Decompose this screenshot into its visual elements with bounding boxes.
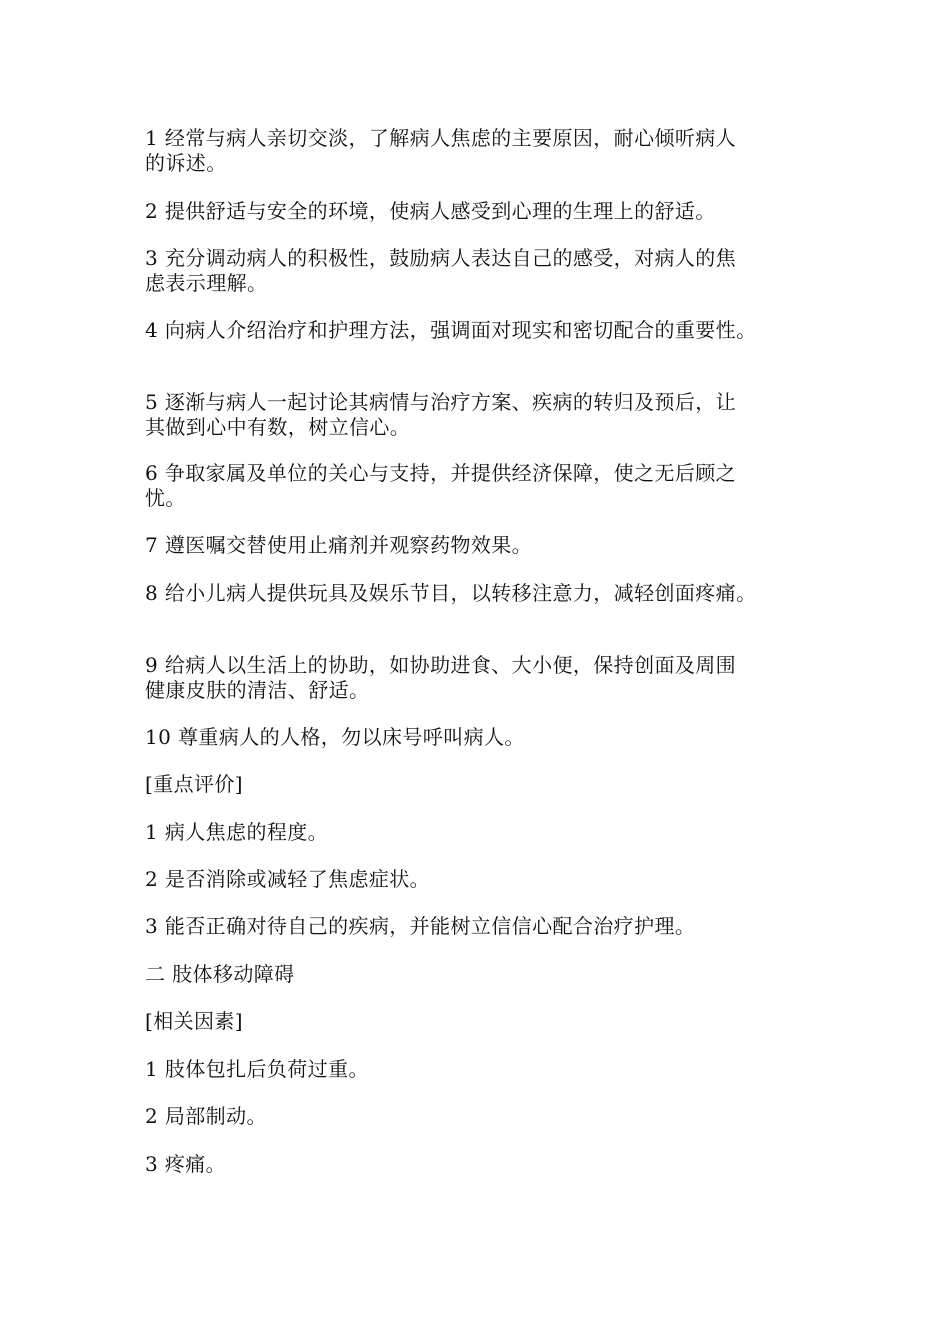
paragraph-5-line-1: 5 逐渐与病人一起讨论其病情与治疗方案、疾病的转归及预后，让 (145, 390, 737, 414)
paragraph-evaluation-2: 2 是否消除或减轻了焦虑症状。 (145, 867, 431, 891)
paragraph-3-line-2: 虑表示理解。 (145, 271, 268, 295)
paragraph-factor-2: 2 局部制动。 (145, 1104, 267, 1128)
paragraph-factor-3: 3 疼痛。 (145, 1152, 227, 1176)
paragraph-evaluation-1: 1 病人焦虑的程度。 (145, 820, 329, 844)
paragraph-2-line-1: 2 提供舒适与安全的环境，使病人感受到心理的生理上的舒适。 (145, 199, 716, 223)
paragraph-6-line-1: 6 争取家属及单位的关心与支持，并提供经济保障，使之无后顾之 (145, 461, 737, 485)
paragraph-6-line-2: 忧。 (145, 486, 186, 510)
paragraph-10-line-1: 10 尊重病人的人格，勿以床号呼叫病人。 (145, 725, 525, 749)
paragraph-8-line-1: 8 给小儿病人提供玩具及娱乐节目，以转移注意力，减轻创面疼痛。 (145, 581, 757, 605)
section-heading-mobility: 二 肢体移动障碍 (145, 962, 295, 986)
section-heading-related-factors: [相关因素] (145, 1009, 244, 1033)
paragraph-evaluation-3: 3 能否正确对待自己的疾病，并能树立信信心配合治疗护理。 (145, 914, 696, 938)
paragraph-1-line-2: 的诉述。 (145, 151, 227, 175)
section-heading-key-evaluation: [重点评价] (145, 772, 244, 796)
paragraph-7-line-1: 7 遵医嘱交替使用止痛剂并观察药物效果。 (145, 533, 533, 557)
paragraph-1-line-1: 1 经常与病人亲切交淡，了解病人焦虑的主要原因，耐心倾听病人 (145, 126, 737, 150)
paragraph-4-line-1: 4 向病人介绍治疗和护理方法，强调面对现实和密切配合的重要性。 (145, 318, 757, 342)
paragraph-factor-1: 1 肢体包扎后负荷过重。 (145, 1057, 369, 1081)
paragraph-9-line-2: 健康皮肤的清洁、舒适。 (145, 678, 370, 702)
paragraph-9-line-1: 9 给病人以生活上的协助，如协助进食、大小便，保持创面及周围 (145, 653, 737, 677)
paragraph-5-line-2: 其做到心中有数，树立信心。 (145, 415, 411, 439)
paragraph-3-line-1: 3 充分调动病人的积极性，鼓励病人表达自己的感受，对病人的焦 (145, 246, 737, 270)
